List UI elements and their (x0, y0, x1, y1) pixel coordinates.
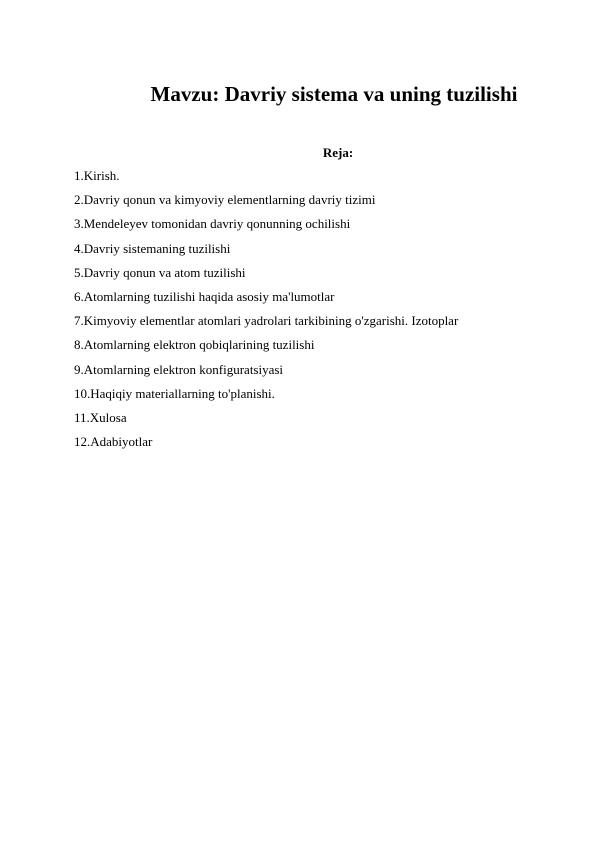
plan-item: 12.Adabiyotlar (74, 434, 153, 450)
plan-heading: Reja: (322, 145, 354, 160)
plan-item: 6.Atomlarning tuzilishi haqida asosiy ma'lumotlar (74, 288, 335, 304)
plan-item: 9.Atomlarning elektron konfiguratsiyasi (74, 361, 284, 377)
plan-item: 8.Atomlarning elektron qobiqlarining tuzilishi (74, 337, 315, 353)
plan-item: 1.Kirish. (74, 168, 120, 183)
plan-list (74, 164, 574, 454)
plan-item: 10.Haqiqiy materiallarning to'planishi. (74, 385, 275, 401)
plan-item: 7.Kimyoviy elementlar atomlari yadrolari tarkibining o'zgarishi. Izotoplar (74, 313, 459, 329)
plan-item: 4.Davriy sistemaning tuzilishi (74, 240, 231, 256)
plan-item: 3.Mendeleyev tomonidan davriy qonunning ochilishi (74, 216, 351, 232)
plan-item: 11.Xulosa (74, 409, 127, 425)
page-title: Mavzu: Davriy sistema va uning tuzilishi (150, 82, 518, 106)
plan-item: 2.Davriy qonun va kimyoviy elementlarning davriy tizimi (74, 192, 376, 208)
plan-item: 5.Davriy qonun va atom tuzilishi (74, 264, 246, 280)
